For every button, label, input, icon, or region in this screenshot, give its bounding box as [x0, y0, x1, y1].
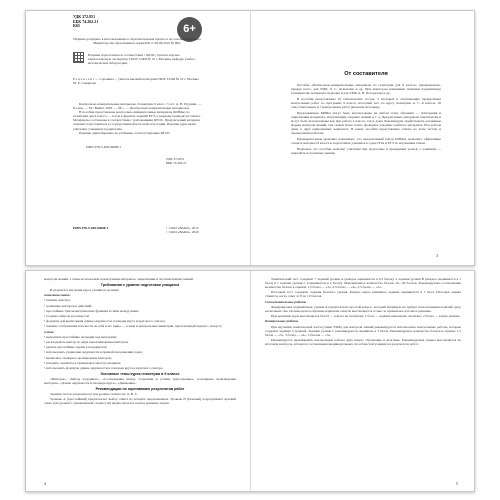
- paragraph: Надеемся, что пособие позволит учителям при подготовке и проведении уроков, а ученикам — закрепить полученные знания.: [291, 146, 441, 155]
- paragraph: Рекомендуется практиковать контрольные работы двух видов: обучающие и итоговые. Рекомендуемая оценка выставляется на итоговом контроле, исходя из соотношения индивидуальных способностей учащихся и результатов работ.: [265, 337, 461, 346]
- topics-text: «Векторы», «Метод координат», «Соотношения между сторонами и углами треугольника», «Скалярное произведение векторов», «Длина окружности и площадь круга», «Движения».: [44, 377, 236, 386]
- preface-page: [251, 11, 476, 265]
- intro-text: контроля знаний, а также использован при изучении материала, закреплении и систематизации знаний.: [44, 277, 194, 281]
- subsection-heading: Самостоятельные работы: [265, 299, 307, 304]
- paragraph: Пособие «Контрольно-измерительные материалы по геометрии для 9 класса» предназначено, прежде всего, для УМК Л. С. Атанасяна и др. При некотором изменении тематики подавляющее большинство материала подходит и для УМК А. В. Погорелова и др.: [291, 83, 441, 96]
- udk-bottom-line: УДК 372.851: [166, 157, 185, 161]
- know-label: понимать/знать:: [44, 293, 71, 298]
- section-heading: Требования к уровню подготовки учащихся: [100, 282, 180, 287]
- paragraph: Формулировка заданий вида: уровня А) предполагает простой вопрос, который напрямую не требует использования понятий сразу нескольких тем. Полные целесообразные варианты ответов выставляются только за правильное и полное решение.: [265, 304, 461, 313]
- copyright-block: [166, 226, 206, 234]
- description-text: Контрольно-измерительные материалы. Геометрия. 9 класс / Сост. А. Н. Рурукин. — 8-е изд. — М.: ВАКО, 2020. — 96 с. — (Контрольно-измерительные материалы).: [73, 102, 202, 111]
- page-number: 4: [44, 481, 46, 486]
- age-rating-badge: 6+: [177, 17, 202, 42]
- paragraph: Предварительная практика показывает, что предлагаемый набор КИМов позволяет эффективно освоить материал 9 класса и подготовить учащихся к сдаче ГИА и ЕГЭ по изучаемым темам.: [291, 136, 441, 145]
- udk-bottom-block: [166, 157, 206, 165]
- subsection-heading: Контрольные работы: [265, 319, 299, 324]
- list-item: • теорема синусов и косинусов;: [44, 314, 236, 318]
- top-spread: [25, 10, 475, 266]
- imprint-page: [26, 11, 251, 265]
- isbn-bottom: ISBN 978-5-408-04608-1: [73, 226, 109, 230]
- list-item: • решать простейшие задачи в координатах;: [44, 345, 236, 349]
- paragraph: Итоговый тест содержит задания базового уровня. Каждое верно решённое задание оценивается в 1 балл. Итоговая оценка ставится, когда ответ от 8 до 10 баллов.: [265, 290, 461, 299]
- copyright-line: © ООО «ВАКО», 2015: [166, 226, 199, 230]
- paragraph: Тематический тест содержит 7 заданий уровня А (каждое оценивается в 0,5 балла), 2 задания уровня В (каждое оценивается в 1 балл) и 1 задание уровня С (оценивается в 2 балла). Максимальное количество баллов 10—20 баллов. Рекомендуемое соотношение количества баллов и оценки: 1,5 балла — «3», 2,5 балла — «4», 3,5 балла — «5».: [265, 277, 461, 290]
- program-note: Издание ориентировано на учебники, соответствующие ФГОС.: [79, 130, 171, 135]
- bbk-line: ББК 74.262.21: [73, 18, 99, 24]
- grading-body: [265, 277, 461, 347]
- requirements-page: [26, 271, 251, 491]
- reviewer-note: Р е ц е н з е н т — Сорокина ... учитель высшей категории ГБОУ СОШ № 10 г. Москвы М. Е. Смирнова: [73, 77, 199, 86]
- author-mark: К65: [73, 23, 80, 29]
- fgos-logo-icon: [73, 52, 84, 63]
- list-item: • выполнять простейшие операции над векторами;: [44, 335, 236, 339]
- approval-notice: Издание допущено к использованию в образовательном процессе на основании приказа Министерства образования и науки РФ от 09.06.2016 № 699.: [73, 37, 201, 46]
- list-item: • сравнение векторов и действий;: [44, 304, 236, 308]
- list-item: • использовать уравнения окружности и прямой при решении задач;: [44, 350, 236, 354]
- requirements-intro: В результате изучения курса учащиеся должны:: [50, 288, 120, 293]
- grading-page: [251, 271, 476, 491]
- page-title: От составителя: [344, 71, 388, 77]
- can-label: уметь:: [44, 329, 55, 334]
- list-item: • находить элементы в правильных многоугольниках;: [44, 361, 236, 365]
- bbk-bottom-line: ББК 74.262.21: [166, 161, 187, 166]
- bottom-spread: [25, 270, 475, 492]
- fgos-statement: Издание подготовлено в соответствии с ФГОС; прошло научно-педагогическую экспертизу. ГБОУ СОШ № 10 г. Москвы, кафедра учебно-методической лаборатории.: [88, 53, 196, 66]
- list-item: • формулы для вычисления длины окружности, площади круга и кругового сектора;: [44, 319, 236, 323]
- paragraph: Предложенные КИМы могут быть использованы на любом этапе обучения — повторения и закрепления материала, актуализации опорных знаний и т. д. Предлагаемые материалы тематически и могут быть использованы как при работе в классе, так и дома. Рекомендуем задействовать различные формы контроля знаний, тем самым более полно проверять усвоение учебного материала. Все работы даны в двух равноценных вариантах. В конце пособия представлены ответы ко всем тестам и проверочным работам.: [291, 110, 441, 136]
- list-item: • простейшие тригонометрические функции и связи между ними;: [44, 309, 236, 313]
- requirements-body: [44, 277, 236, 407]
- section-heading: Рекомендации по оцениванию результатов работ: [95, 386, 185, 391]
- section-heading: Основные темы курса геометрии в 9 классе: [100, 371, 180, 376]
- udk-block: [73, 15, 153, 29]
- list-item: • использовать формулы длины окружности и площади круга и кругового сектора.: [44, 366, 236, 370]
- bibliographic-description: [73, 102, 203, 135]
- recommend-text: Уровень А (простейший) предполагает выбор ответа из четырёх предложенных. Уровень В (базовый) подразумевает краткий ответ. Для уровня С (повышенной сложности) предполагается полное решение задачи.: [44, 397, 236, 406]
- paragraph: При решении задач выставляется балл 0 — работа не засчитана; 1 балл — задание выполнено частично; 2 балла — задача решена.: [271, 314, 461, 319]
- list-item: • вычислять скалярное произведение векторов;: [44, 356, 236, 360]
- preface-body: [291, 83, 441, 156]
- list-item: • раскладывать вектор по двум неколлинеарным векторам;: [44, 340, 236, 344]
- paragraph: При изучении тематической части (главы УМК) для контроля знаний рекомендуется использовать контрольные работы, которые содержат задания 3 уровней. Задания уровня С рекомендуются оценивать в 3 балла. Рекомендуемое количество баллов и оценки: 1,5 балла — «3», 3 балла — «4», 5 баллов — «5».: [265, 324, 461, 337]
- annotation-text: В пособии представлены контрольно-измерительные материалы (КИМы) по геометрии для 9 класса — тесты в формате заданий ЕГЭ, к каждому приводятся ответы. Материалы составлены в соответствии с требованиями ФГОС. Предлагаемый материал поможет подготовиться к государственной итоговой аттестации. Издание адресовано учителям, учащимся и родителям.: [73, 110, 201, 131]
- list-item: • понятие отображения плоскости на себя и его виды — осевая и центральная симметрия, параллельный перенос, поворот;: [44, 324, 236, 328]
- copyright-line: © ООО «ВАКО», 2020: [166, 230, 199, 235]
- list-item: • понятие вектора;: [44, 298, 236, 302]
- udk-line: УДК 372.851: [73, 14, 96, 19]
- recommend-text: Задания тестов разделены на три уровня сложности: А, В, С.: [50, 392, 138, 397]
- isbn-middle: ISBN 978-5-408-04608-1: [86, 145, 122, 149]
- page-number: 3: [436, 253, 438, 258]
- paragraph: В пособии представлены 16 тематических тестов, 3 итоговых и обобщающих проверочных контрольных работ по программе 9 класса, итоговый тест по курсу геометрии за 7—9 классы, 16 самостоятельных и 7 контрольных работ (включая итоговые).: [291, 96, 441, 110]
- page-number: 5: [456, 481, 458, 486]
